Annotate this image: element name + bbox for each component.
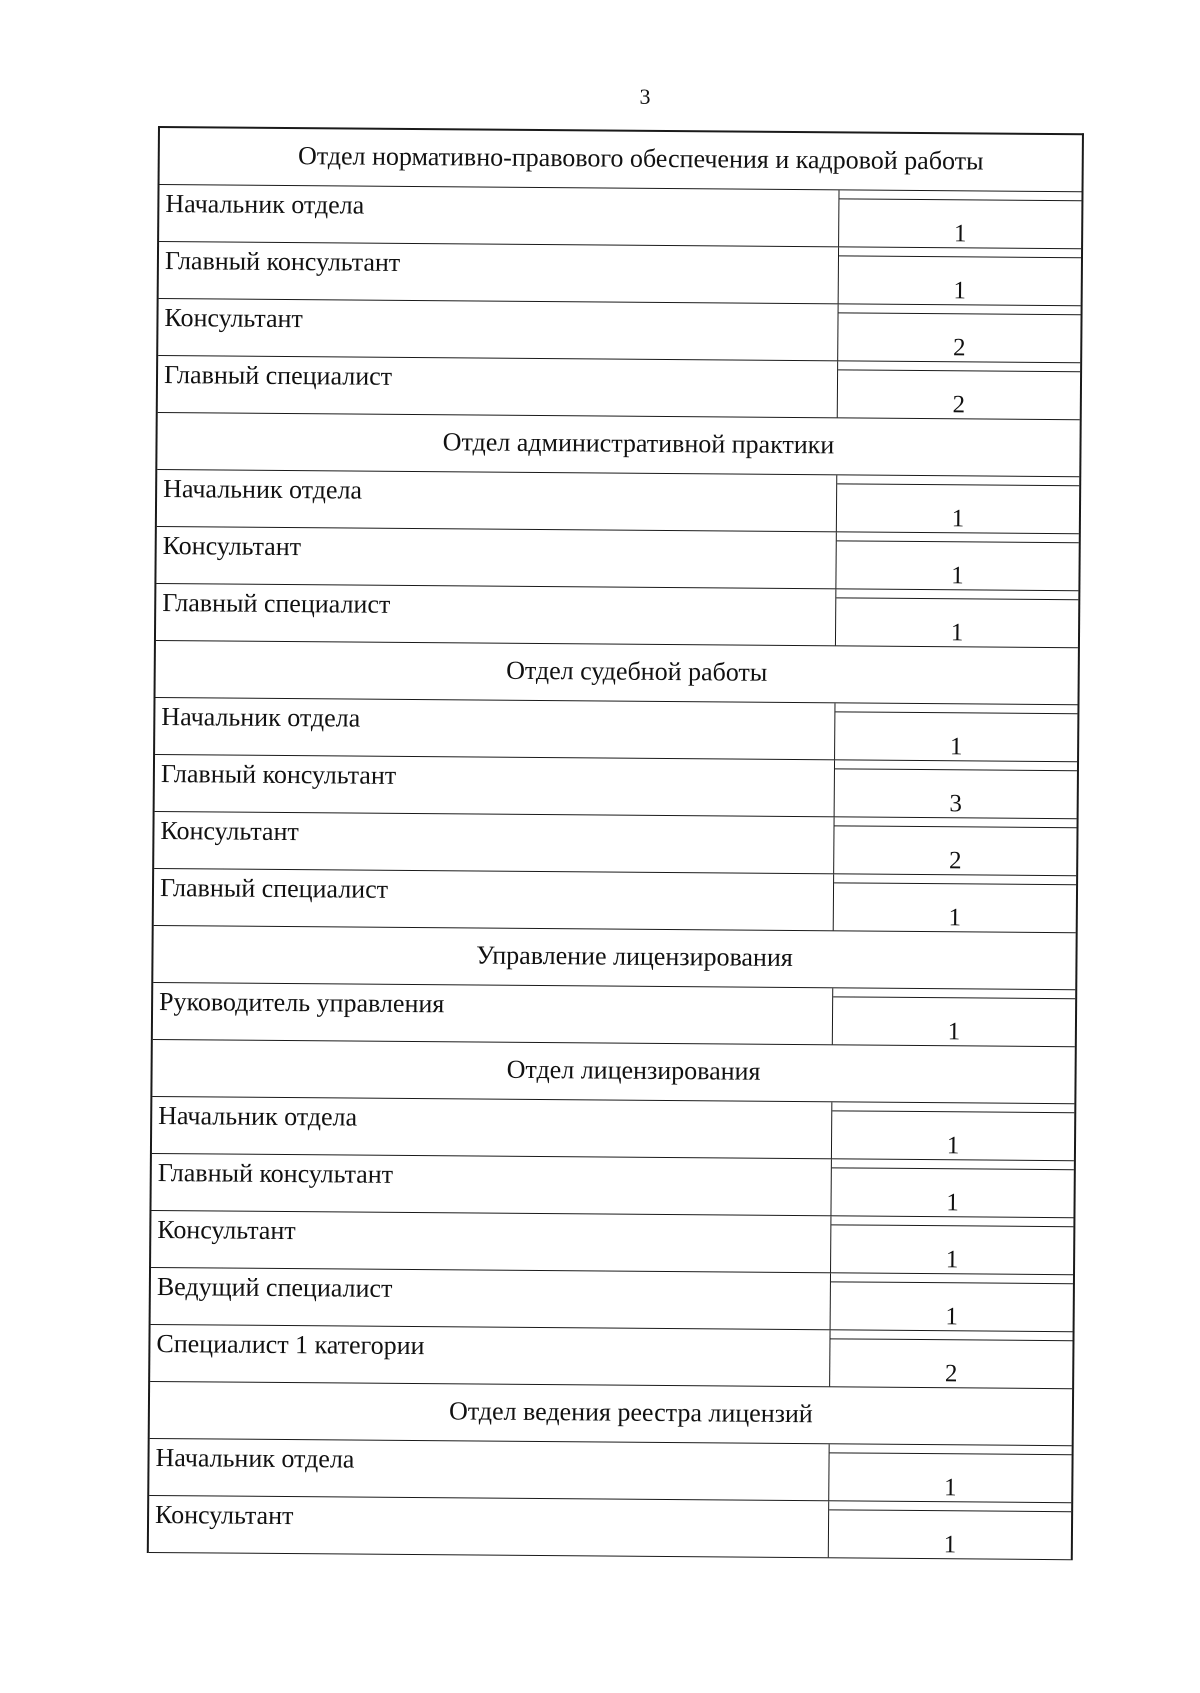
position-count: 1 — [833, 996, 1075, 1046]
position-row — [158, 299, 1080, 363]
position-title: Главный специалист — [158, 356, 838, 417]
position-title: Главный консультант — [159, 242, 839, 303]
position-count: 1 — [835, 711, 1077, 761]
position-row — [158, 356, 1080, 420]
section-header-row — [152, 1040, 1074, 1104]
position-title: Консультант — [151, 1211, 831, 1272]
position-row — [154, 869, 1076, 933]
position-count: 1 — [839, 255, 1081, 305]
position-title: Начальник отдела — [159, 185, 839, 246]
position-row — [156, 584, 1078, 648]
department-title: Отдел нормативно-правового обеспечения и кадровой работы — [297, 141, 984, 176]
position-title: Консультант — [149, 1496, 829, 1557]
position-row — [153, 983, 1075, 1047]
section-header-row — [157, 413, 1079, 477]
position-count: 1 — [831, 1167, 1073, 1217]
position-row — [156, 527, 1078, 591]
position-count: 1 — [837, 483, 1079, 533]
page-number: 3 — [639, 84, 651, 109]
position-title: Ведущий специалист — [151, 1268, 831, 1329]
position-row — [150, 1325, 1072, 1389]
position-count: 3 — [835, 768, 1077, 818]
position-count: 2 — [830, 1338, 1072, 1388]
position-count: 1 — [829, 1509, 1071, 1559]
staff-table — [147, 126, 1084, 1560]
section-header-row — [153, 926, 1075, 990]
position-count: 2 — [838, 312, 1080, 362]
position-title: Консультант — [154, 812, 834, 873]
position-row — [149, 1439, 1071, 1503]
position-row — [151, 1211, 1073, 1275]
position-title: Начальник отдела — [152, 1097, 832, 1158]
position-count: 1 — [832, 1110, 1074, 1160]
department-title: Управление лицензирования — [476, 940, 793, 973]
position-count: 1 — [836, 597, 1078, 647]
department-title: Отдел лицензирования — [506, 1054, 761, 1086]
position-title: Главный специалист — [154, 869, 834, 930]
section-header-row — [156, 641, 1078, 705]
position-count: 2 — [834, 825, 1076, 875]
section-header-row — [150, 1382, 1072, 1446]
position-title: Руководитель управления — [153, 983, 833, 1044]
position-count: 1 — [834, 882, 1076, 932]
position-row — [159, 242, 1081, 306]
position-title: Начальник отдела — [157, 470, 837, 531]
position-count: 1 — [831, 1281, 1073, 1331]
position-count: 2 — [838, 369, 1080, 419]
position-row — [149, 1496, 1071, 1560]
position-row — [154, 812, 1076, 876]
position-row — [159, 185, 1081, 249]
position-title: Главный специалист — [156, 584, 836, 645]
department-title: Отдел судебной работы — [506, 655, 768, 687]
position-title: Консультант — [158, 299, 838, 360]
position-title: Начальник отдела — [155, 698, 835, 759]
position-count: 1 — [836, 540, 1078, 590]
position-row — [151, 1154, 1073, 1218]
position-row — [152, 1097, 1074, 1161]
position-row — [151, 1268, 1073, 1332]
position-title: Специалист 1 категории — [150, 1325, 830, 1386]
position-title: Главный консультант — [151, 1154, 831, 1215]
position-title: Главный консультант — [155, 755, 835, 816]
position-count: 1 — [831, 1224, 1073, 1274]
department-title: Отдел ведения реестра лицензий — [448, 1396, 813, 1429]
position-title: Консультант — [156, 527, 836, 588]
position-count: 1 — [829, 1452, 1071, 1502]
position-title: Начальник отдела — [149, 1439, 829, 1500]
position-row — [157, 470, 1079, 534]
department-title: Отдел административной практики — [442, 427, 835, 460]
section-header-row — [160, 128, 1082, 192]
position-row — [155, 698, 1077, 762]
position-row — [155, 755, 1077, 819]
position-count: 1 — [839, 198, 1081, 248]
